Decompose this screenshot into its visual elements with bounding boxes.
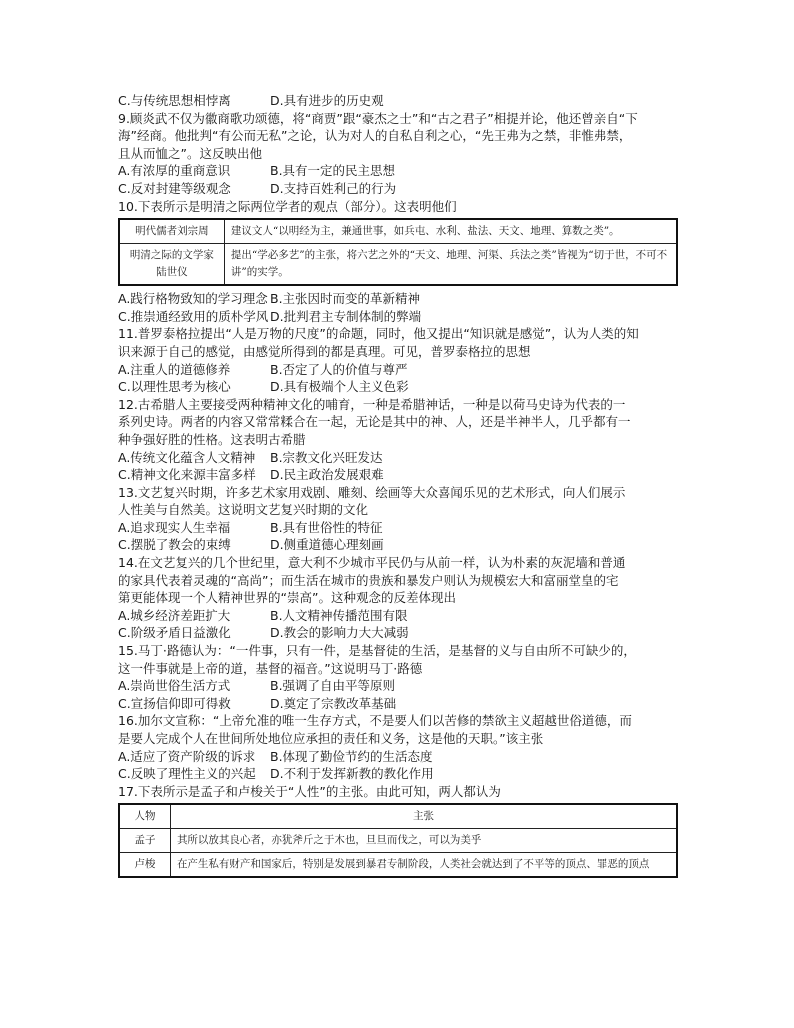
answer-option: C.与传统思想相悖离 — [118, 93, 231, 108]
question-text-line: 海”经商。他批判“有公而无私”之论，认为对人的自私自利之心，“先王弗为之禁，非惟弗禁， — [118, 128, 632, 144]
scholar-view-cell: 建议文人“以明经为主，兼通世事，如兵屯、水利、盐法、天文、地理、算数之类”。 — [224, 219, 677, 244]
answer-options-row — [118, 677, 678, 695]
question-text-line: 13.文艺复兴时期，许多艺术家用戏剧、雕刻、绘画等大众喜闻乐见的艺术形式，向人们展示 — [118, 484, 626, 500]
answer-option: C.以理性思考为核心 — [118, 379, 231, 395]
answer-options-row — [118, 180, 678, 198]
table-header-row — [119, 804, 677, 829]
header-person: 人物 — [119, 804, 170, 829]
answer-options-row — [118, 449, 678, 467]
header-view: 主张 — [170, 804, 677, 829]
answer-option: B.人文精神传播范围有限 — [270, 607, 408, 623]
table-row — [119, 829, 677, 853]
question-block-10-17 — [118, 290, 678, 800]
answer-option: A.有浓厚的重商意识 — [118, 163, 231, 179]
answer-options-row — [118, 519, 678, 537]
answer-options-row — [118, 466, 678, 484]
answer-option: A.践行格物致知的学习理念 — [118, 291, 268, 307]
person-cell: 卢梭 — [119, 853, 170, 878]
answer-option: B.主张因时而变的革新精神 — [270, 291, 421, 307]
question-text-line: 的家具代表着灵魂的“高尚”；而生活在城市的贵族和暴发户则认为规模宏大和富丽堂皇的宅 — [118, 572, 619, 588]
answer-options-row — [118, 536, 678, 554]
scholar-view-cell: 提出“学必多艺”的主张，将六艺之外的“天文、地理、河渠、兵法之类”皆视为“切于世，不可不讲”的实学。 — [224, 244, 677, 286]
question-text-line: 15.马丁·路德认为：“一件事，只有一件，是基督徒的生活，是基督的义与自由所不可缺少的， — [118, 643, 636, 659]
answer-option: D.批判君主专制体制的弊端 — [270, 308, 422, 324]
question-text-line: 识来源于自己的感觉，由感觉所得到的都是真理。可见，普罗泰格拉的思想 — [118, 343, 531, 359]
answer-option: D.具有进步的历史观 — [270, 93, 384, 108]
view-cell: 其所以放其良心者，亦犹斧斤之于木也，旦旦而伐之，可以为美乎 — [170, 829, 677, 853]
human-nature-table — [118, 803, 678, 878]
answer-options-row — [118, 162, 678, 180]
person-cell: 孟子 — [119, 829, 170, 853]
question-block-9-10 — [118, 92, 678, 215]
answer-option: C.反映了理性主义的兴起 — [118, 766, 256, 782]
answer-option: D.支持百姓利己的行为 — [270, 180, 397, 196]
answer-option: D.不利于发挥新教的教化作用 — [270, 766, 434, 782]
scholars-views-table — [118, 218, 678, 286]
answer-option: D.具有极端个人主义色彩 — [270, 379, 409, 395]
answer-option: C.阶级矛盾日益激化 — [118, 625, 231, 641]
question-text-line: 12.古希腊人主要接受两种精神文化的哺育，一种是希腊神话，一种是以荷马史诗为代表的一 — [118, 396, 626, 412]
answer-option: C.摆脱了教会的束缚 — [118, 537, 231, 553]
question-text-line: 系列史诗。两者的内容又常常糅合在一起，无论是其中的神、人，还是半神半人，几乎都有一 — [118, 414, 631, 430]
answer-option: A.追求现实人生幸福 — [118, 519, 231, 535]
answer-option: C.精神文化来源丰富多样 — [118, 467, 256, 483]
answer-option: B.具有世俗性的特征 — [270, 519, 383, 535]
question-text-line: 且从而恤之”。这反映出他 — [118, 145, 262, 161]
answer-options-row — [118, 695, 678, 713]
question-text-line: 9.顾炎武不仅为徽商歌功颂德，将“商贾”跟“豪杰之士”和“古之君子”相提并论，他还曾亲自“下 — [118, 110, 638, 126]
answer-options-row — [118, 765, 678, 783]
question-text-line: 这一件事就是上帝的道，基督的福音。”这说明马丁·路德 — [118, 660, 423, 676]
view-cell: 在产生私有财产和国家后，特别是发展到暴君专制阶段，人类社会就达到了不平等的顶点、罪恶的顶点 — [170, 853, 677, 878]
table-row — [119, 219, 677, 244]
question-text-line: 种争强好胜的性格。这表明古希腊 — [118, 431, 306, 447]
answer-options-row — [118, 361, 678, 379]
answer-option: D.民主政治发展艰难 — [270, 467, 384, 483]
answer-options-row — [118, 624, 678, 642]
question-text-line: 17.下表所示是孟子和卢梭关于“人性”的主张。由此可知，两人都认为 — [118, 783, 501, 799]
answer-option: C.宣扬信仰即可得救 — [118, 695, 231, 711]
answer-options-row — [118, 378, 678, 396]
answer-option: D.教会的影响力大大减弱 — [270, 625, 409, 641]
answer-option: A.适应了资产阶级的诉求 — [118, 748, 256, 764]
answer-options-row — [118, 92, 678, 110]
question-text-line: 人性美与自然美。这说明文艺复兴时期的文化 — [118, 502, 369, 518]
answer-option: C.推崇通经致用的质朴学风 — [118, 308, 269, 324]
question-text-line: 11.普罗泰格拉提出“人是万物的尺度”的命题，同时，他又提出“知识就是感觉”，认为人类的知 — [118, 326, 639, 342]
answer-option: B.宗教文化兴旺发达 — [270, 449, 383, 465]
answer-option: C.反对封建等级观念 — [118, 180, 231, 196]
answer-option: B.否定了人的价值与尊严 — [270, 361, 408, 377]
answer-options-row — [118, 290, 678, 308]
answer-option: A.城乡经济差距扩大 — [118, 607, 231, 623]
question-text-line: 14.在文艺复兴的几个世纪里，意大利不少城市平民仍与从前一样，认为朴素的灰泥墙和普通 — [118, 555, 626, 571]
table-row — [119, 853, 677, 878]
answer-option: D.奠定了宗教改革基础 — [270, 695, 397, 711]
table-row — [119, 244, 677, 286]
answer-option: D.侧重道德心理刻画 — [270, 537, 384, 553]
answer-options-row — [118, 748, 678, 766]
exam-page — [118, 92, 678, 882]
question-text-line: 是要人完成个人在世间所处地位应承担的责任和义务，这是他的天职。”该主张 — [118, 731, 544, 746]
question-text-line: 16.加尔文宣称：“上帝允准的唯一生存方式，不是要人们以苦修的禁欲主义超越世俗道德，而 — [118, 713, 632, 729]
question-text-line: 第更能体现一个人精神世界的“崇高”。这种观念的反差体现出 — [118, 590, 456, 606]
question-text-line: 10.下表所示是明清之际两位学者的观点（部分）。这表明他们 — [118, 198, 457, 214]
answer-option: A.注重人的道德修养 — [118, 361, 231, 377]
scholar-name-cell: 明代儒者刘宗周 — [119, 219, 224, 244]
answer-options-row — [118, 308, 678, 326]
answer-options-row — [118, 607, 678, 625]
scholar-name-cell: 明清之际的文学家陆世仪 — [119, 244, 224, 286]
answer-option: B.强调了自由平等原则 — [270, 678, 396, 694]
answer-option: A.传统文化蕴含人文精神 — [118, 449, 256, 465]
answer-option: A.崇尚世俗生活方式 — [118, 678, 231, 694]
answer-option: B.体现了勤俭节约的生活态度 — [270, 748, 433, 764]
answer-option: B.具有一定的民主思想 — [270, 163, 396, 179]
